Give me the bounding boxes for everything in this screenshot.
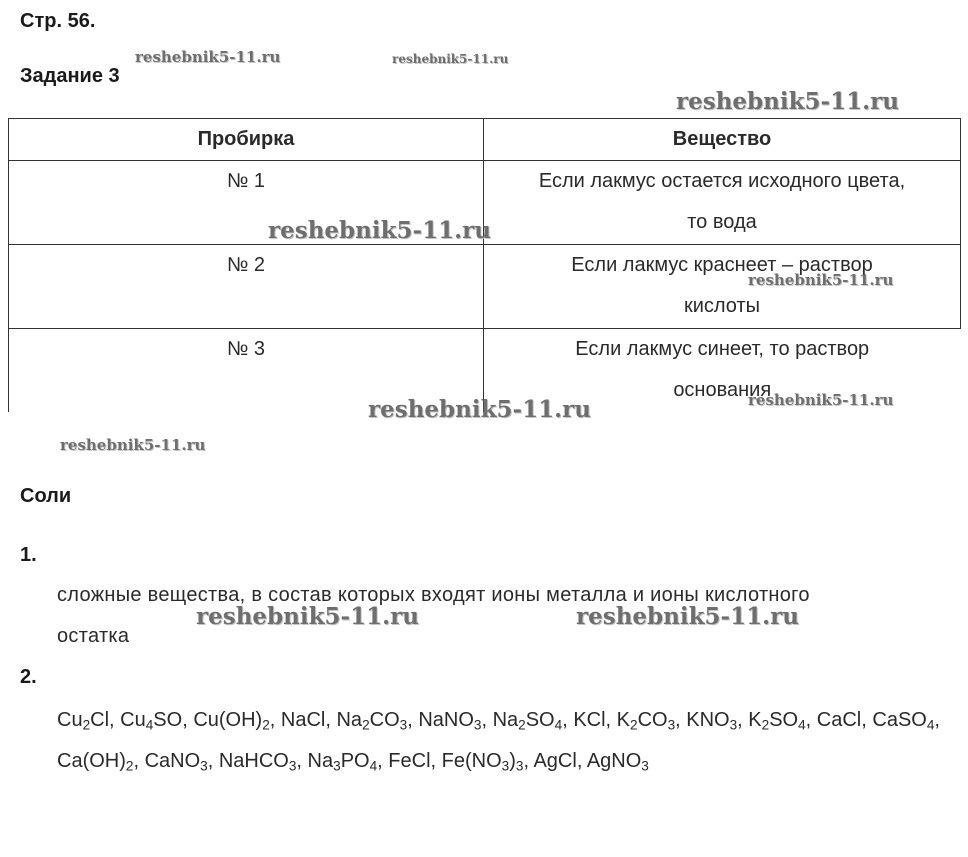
substance-line: Если лакмус краснеет – раствор [571, 254, 873, 276]
watermark: reshebnik5-11.ru [576, 603, 799, 630]
substance-line: Если лакмус остается исходного цвета, [538, 170, 906, 192]
table-header-row [9, 119, 961, 161]
salt-formula: CaNO$_3$ [144, 750, 208, 774]
substance-line: кислоты [683, 295, 761, 317]
header-tube: Пробирка [9, 119, 484, 161]
substance-line: основания [673, 379, 772, 401]
salt-formula: $Cu(OH)_2$ [193, 709, 270, 733]
salt-formula: NaCl [280, 709, 326, 731]
question-1-number: 1. [20, 544, 37, 566]
salt-definition-line: сложные вещества, в состав которых входят ионы металла и ионы кислотного [57, 584, 810, 606]
salt-formula: FeCl [388, 750, 431, 772]
watermark: reshebnik5-11.ru [748, 391, 894, 409]
salts-title: Соли [20, 485, 72, 507]
substance-line: то вода [687, 211, 757, 233]
watermark: reshebnik5-11.ru [392, 52, 509, 66]
salt-formula: CaSO$_4$ [872, 709, 935, 733]
tube-label: № 2 [226, 254, 266, 276]
salt-formula: $KNO_3$ [686, 709, 738, 733]
salt-formula: AgNO$_3$ [586, 750, 649, 774]
salt-formula: $Ca(OH)_2$ [57, 750, 134, 774]
watermark: reshebnik5-11.ru [135, 48, 281, 66]
salt-formula: $Cu_4SO$ [120, 709, 183, 733]
salt-formula: $Na_3PO_4$ [307, 750, 378, 774]
salt-formula: KCl [573, 709, 606, 731]
page-label: Стр. 56. [20, 10, 96, 32]
substance-line: Если лакмус синеет, то раствор [575, 338, 870, 360]
salt-formula: $Na_2CO_3$ [336, 709, 408, 733]
task-title: Задание 3 [20, 65, 120, 87]
salt-formula: NaHCO$_3$ [218, 750, 297, 774]
salt-formulas-list: $Cu_2Cl$, $Cu_4SO$, $Cu(OH)_2$, NaCl, $Na_2CO_3$, NaNO$_3$, $Na_2SO_4$, KCl, $K_2CO_3$, $KNO_3$, $K_2SO_4$, CaCl, CaSO$_4$, $Ca(OH)_2$, CaNO$_3$, NaHCO$_3$, $Na_3PO_4$, FeCl, $Fe(NO_3)_3$, AgCl, AgNO$_3$ [57, 709, 940, 774]
watermark: reshebnik5-11.ru [60, 436, 206, 454]
watermark: reshebnik5-11.ru [676, 88, 899, 115]
salt-formula: $K_2CO_3$ [616, 709, 676, 733]
salt-formula: $Fe(NO_3)_3$ [441, 750, 524, 774]
watermark: reshebnik5-11.ru [748, 271, 894, 289]
watermark: reshebnik5-11.ru [268, 217, 491, 244]
header-substance: Вещество [484, 119, 961, 161]
litmus-table [8, 118, 961, 412]
substance-cell [484, 161, 961, 245]
watermark: reshebnik5-11.ru [196, 603, 419, 630]
question-2-number: 2. [20, 666, 37, 688]
tube-label: № 1 [226, 170, 266, 192]
tube-label: № 3 [226, 338, 266, 360]
salt-formula: AgCl [533, 750, 577, 772]
tube-cell [9, 245, 484, 329]
salt-definition-line: остатка [57, 625, 130, 647]
salt-formula: CaCl [816, 709, 862, 731]
salt-formula: $Cu_2Cl$ [57, 709, 110, 733]
salt-formula: $K_2SO_4$ [748, 709, 806, 733]
salt-formula: NaNO$_3$ [418, 709, 482, 733]
watermark: reshebnik5-11.ru [368, 396, 591, 423]
salt-formula: $Na_2SO_4$ [492, 709, 563, 733]
